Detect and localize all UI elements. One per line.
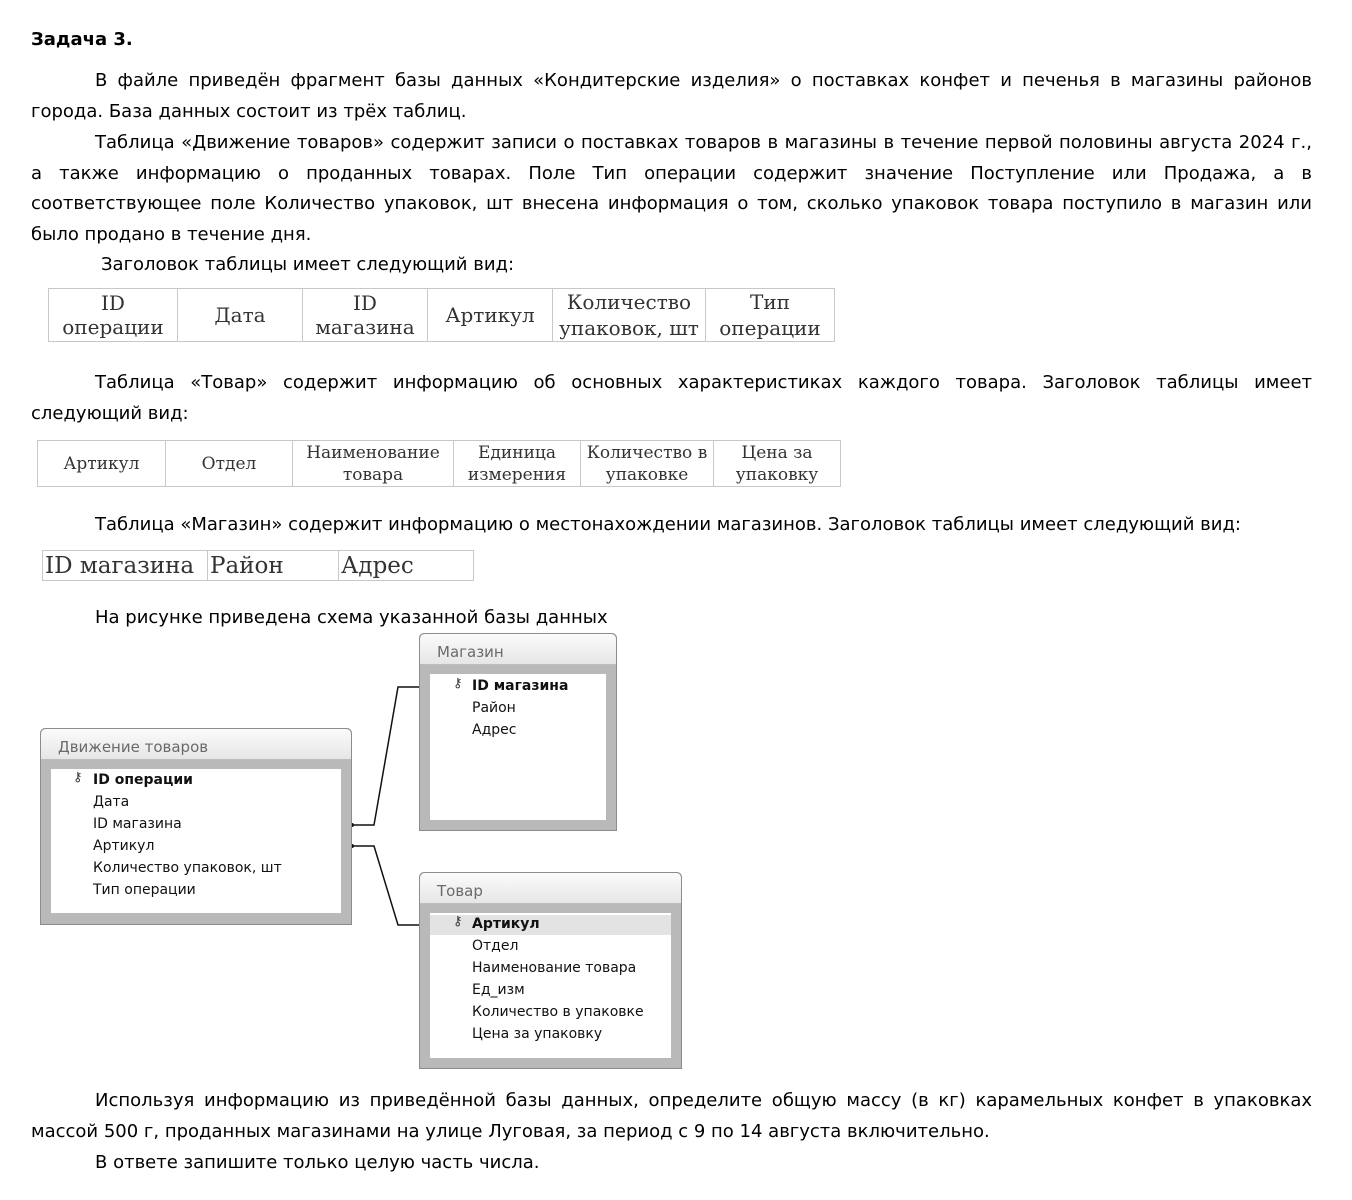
key-icon: ⚷ — [453, 914, 463, 929]
key-icon: ⚷ — [73, 770, 83, 785]
header-cell: ID магазина — [43, 551, 208, 581]
header-cell: Количество упаковок, шт — [553, 289, 706, 342]
selected-row-highlight — [430, 915, 671, 935]
goods-paragraph: Таблица «Товар» содержит информацию об основных характеристиках каждого товара. Заголовок таблицы имеет следующий вид: — [31, 372, 1312, 424]
schema-field: ID магазина — [472, 678, 569, 694]
schema-table-title: Движение товаров — [41, 729, 351, 760]
schema-field: Количество в упаковке — [472, 1004, 644, 1020]
header-cell: Адрес — [339, 551, 474, 581]
intro-paragraph-2: Таблица «Движение товаров» содержит записи о поставках товаров в магазины в течение первой половины августа 2024 г., а также информацию о проданных товарах. Поле Тип операции содержит значение Поступление или Продажа, а в соответствующее поле Количество упаковок, шт внесена информация о том, сколько упаковок товара поступило в магазин или было продано в течение дня. — [31, 132, 1312, 245]
schema-field: ID магазина — [93, 816, 182, 832]
intro-paragraph-1: В файле приведён фрагмент базы данных «Кондитерские изделия» о поставках конфет и печенья в магазины районов города. База данных состоит из трёх таблиц. — [31, 70, 1312, 122]
header-cell: ID операции — [49, 289, 178, 342]
schema-field: Цена за упаковку — [472, 1026, 603, 1042]
header-cell: Тип операции — [706, 289, 835, 342]
schema-field: Ед_изм — [472, 982, 525, 998]
schema-field: Количество упаковок, шт — [93, 860, 282, 876]
header-cell: ID магазина — [303, 289, 428, 342]
header-cell: Цена за упаковку — [714, 441, 841, 487]
schema-field: Тип операции — [93, 882, 196, 898]
shop-paragraph: Таблица «Магазин» содержит информацию о местонахождении магазинов. Заголовок таблицы имеет следующий вид: — [95, 514, 1241, 535]
header-cell: Количество в упаковке — [581, 441, 714, 487]
schema-table-movement[interactable] — [40, 728, 352, 925]
schema-field: Дата — [93, 794, 130, 810]
header-cell: Отдел — [166, 441, 293, 487]
header-cell: Наименование товара — [293, 441, 454, 487]
schema-field: Адрес — [472, 722, 517, 738]
task-title: Задача 3. — [31, 29, 133, 50]
key-icon: ⚷ — [453, 676, 463, 691]
question-paragraph: Используя информацию из приведённой базы данных, определите общую массу (в кг) карамельных конфет в упаковках массой 500 г, проданных магазинами на улице Луговая, за период с 9 по 14 августа включительно. — [31, 1090, 1312, 1142]
schema-field: Наименование товара — [472, 960, 637, 976]
header-cell: Дата — [178, 289, 303, 342]
schema-field: Артикул — [472, 916, 540, 932]
schema-paragraph: На рисунке приведена схема указанной базы данных — [95, 607, 608, 628]
schema-field: ID операции — [93, 772, 193, 788]
schema-table-shop[interactable] — [419, 633, 617, 831]
header-cell: Артикул — [428, 289, 553, 342]
header-cell: Артикул — [38, 441, 166, 487]
header-cell: Единица измерения — [454, 441, 581, 487]
relation-line-shop — [351, 687, 420, 825]
intro-paragraph-3: Заголовок таблицы имеет следующий вид: — [101, 254, 515, 275]
schema-field: Район — [472, 700, 516, 716]
answer-note: В ответе запишите только целую часть числа. — [95, 1152, 540, 1173]
schema-table-title: Товар — [420, 873, 681, 904]
relation-line-goods — [351, 846, 420, 925]
header-cell: Район — [208, 551, 339, 581]
schema-field: Отдел — [472, 938, 519, 954]
schema-field: Артикул — [93, 838, 155, 854]
schema-field-list — [430, 674, 606, 820]
schema-table-title: Магазин — [420, 634, 616, 665]
